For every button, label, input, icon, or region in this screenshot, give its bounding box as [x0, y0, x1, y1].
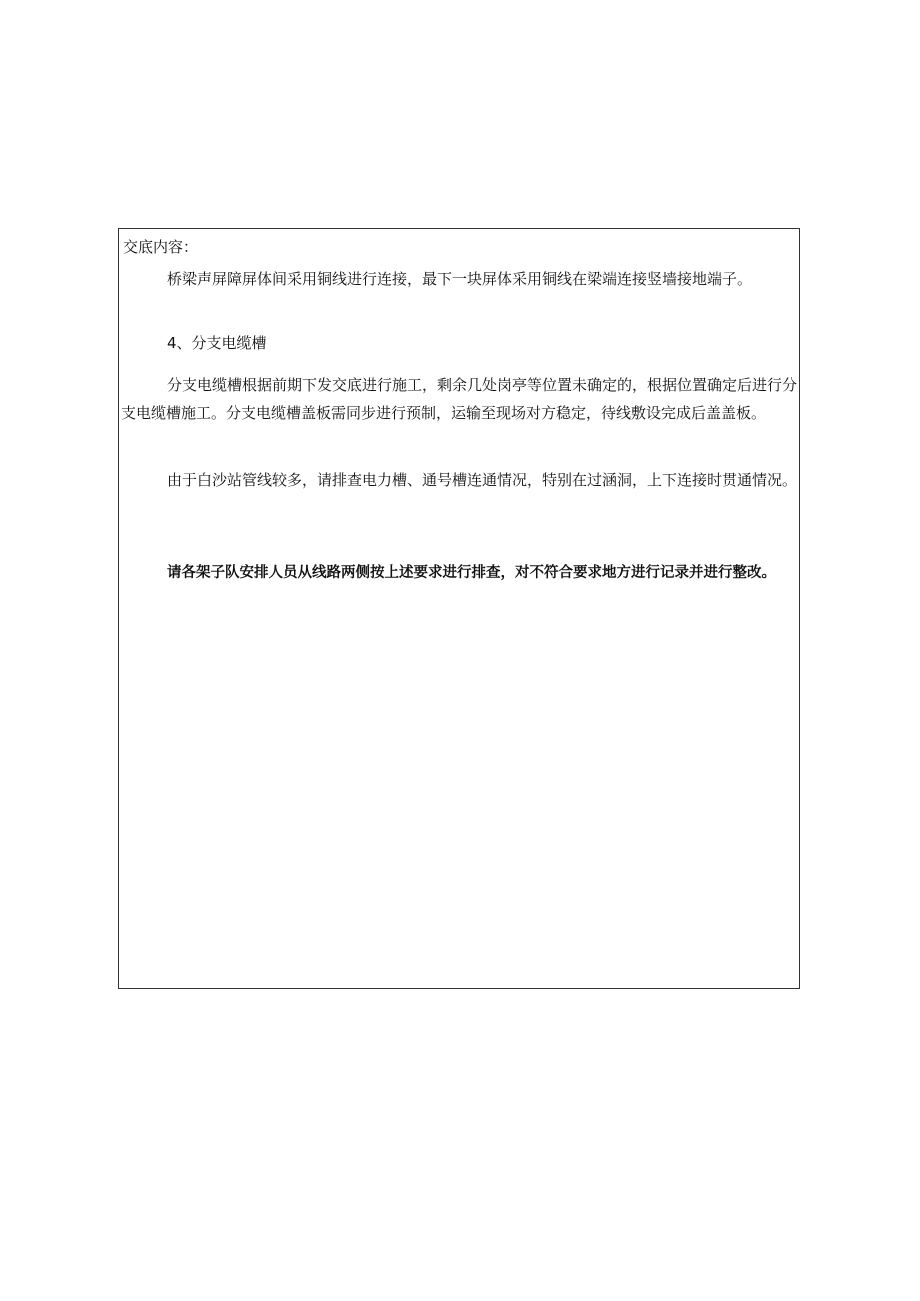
section-label: 交底内容： [123, 238, 199, 256]
bold-instruction: 请各架子队安排人员从线路两侧按上述要求进行排查，对不符合要求地方进行记录并进行整改。 [167, 565, 776, 581]
content-table-cell [118, 228, 800, 989]
paragraph-cable-trough: 分支电缆槽根据前期下发交底进行施工，剩余几处岗亭等位置未确定的，根据位置确定后进行分支电缆槽施工。分支电缆槽盖板需同步进行预制，运输至现场对方稳定，待线敷设完成后盖盖板。 [121, 376, 798, 422]
paragraph-bridge-barrier: 桥梁声屏障屏体间采用铜线进行连接，最下一块屏体采用铜线在梁端连接竖墙接地端子。 [167, 270, 753, 288]
section-heading: 4、分支电缆槽 [167, 334, 267, 352]
paragraph-station-pipelines: 由于白沙站管线较多，请排查电力槽、通号槽连通情况，特别在过涵洞，上下连接时贯通情况。 [167, 471, 798, 489]
